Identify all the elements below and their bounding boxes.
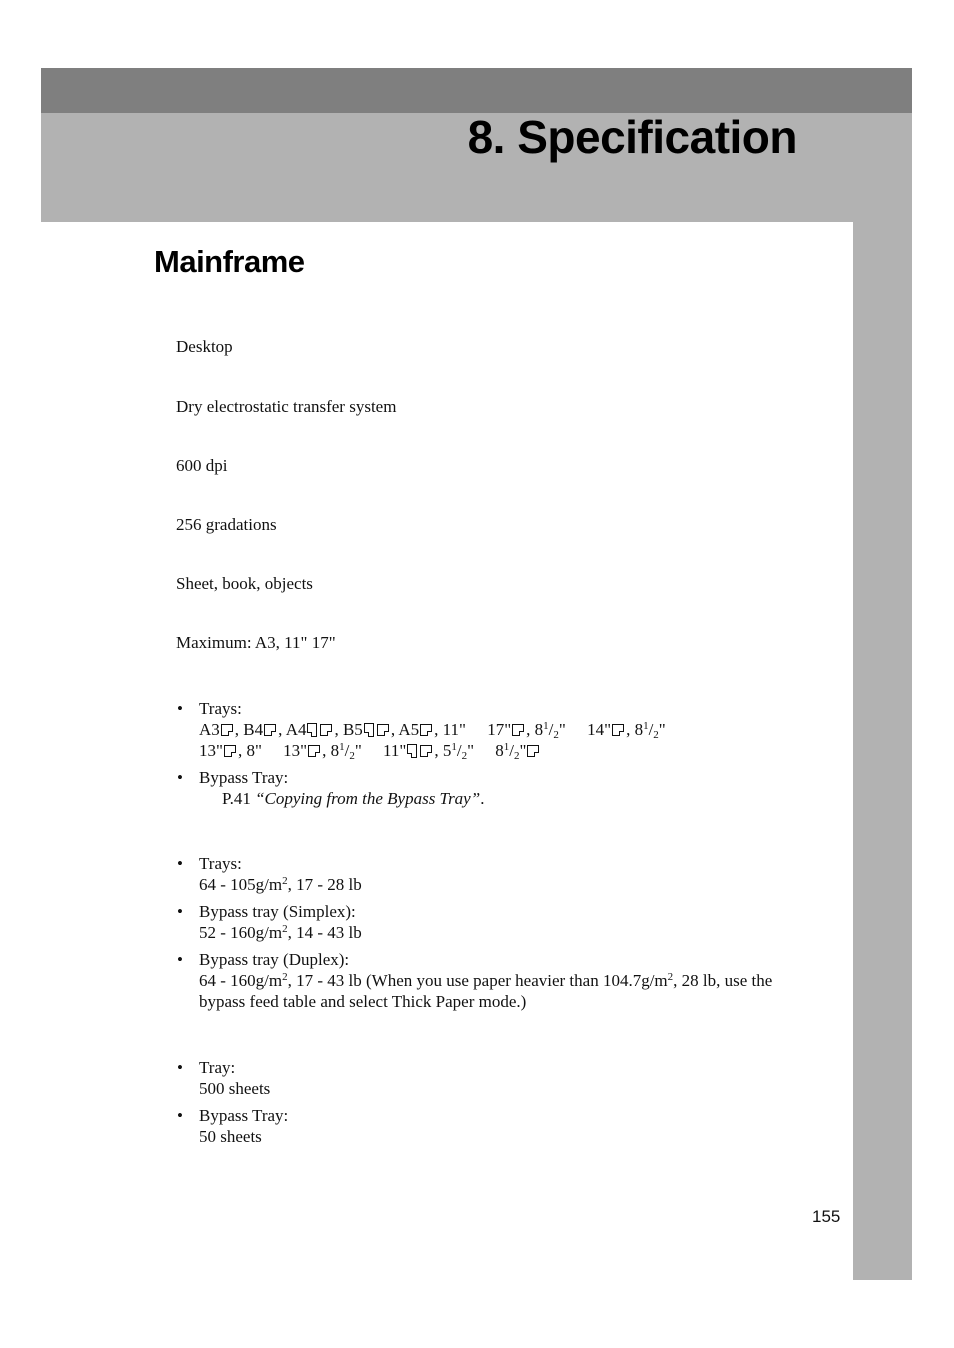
landscape-icon <box>377 724 389 736</box>
size-85x14-b: " <box>558 720 566 739</box>
size-11x17-a: 11" <box>442 720 466 739</box>
weight-text: 64 - 160g/m <box>199 971 283 990</box>
landscape-icon <box>527 745 539 757</box>
reference-period: . <box>480 789 485 808</box>
size-85x11-c: 11" <box>383 741 407 760</box>
fraction-numerator: 1 <box>503 741 510 753</box>
landscape-icon <box>224 745 236 757</box>
section-title: Mainframe <box>154 244 305 279</box>
trays-label: • Trays: <box>199 699 242 718</box>
size-a3: A3 <box>199 720 220 739</box>
page-number: 155 <box>812 1207 841 1226</box>
weight-text: 52 - 160g/m <box>199 923 283 942</box>
fraction-numerator: 1 <box>543 720 549 732</box>
size-85x11-a: 8 <box>330 741 340 760</box>
landscape-icon <box>612 724 624 736</box>
chapter-title: 8. Specification <box>467 111 797 163</box>
spec-original-size: Maximum: A3, 11" 17" <box>176 633 336 652</box>
weight-text: , 14 - 43 lb <box>287 923 362 942</box>
portrait-icon <box>364 723 374 737</box>
simplex-label: • Bypass tray (Simplex): <box>199 902 356 921</box>
reference-title: “Copying from the Bypass Tray” <box>255 789 481 808</box>
size-55x85-c: 8 <box>495 741 504 760</box>
size-b5: B5 <box>342 720 363 739</box>
fraction-denominator: 2 <box>553 729 559 741</box>
bypass-tray-label: • Bypass Tray: <box>199 768 289 787</box>
size-85x13-a: 8 <box>634 720 644 739</box>
superscript: 2 <box>667 971 674 983</box>
tray-label: • Tray: <box>199 1058 236 1077</box>
copy-paper-size-list <box>176 698 806 815</box>
fraction-numerator: 1 <box>451 741 457 753</box>
spec-resolution: 600 dpi <box>176 456 228 475</box>
size-85x13-c: 13" <box>199 741 223 760</box>
superscript: 2 <box>282 875 288 887</box>
duplex-weight-value <box>199 970 806 1012</box>
trays-sizes-line-1: A3 , B4 , A4 , B5 , A5 , 11" 17" , $8^1/_2$" 14" , $8^1/_2$" <box>199 720 666 741</box>
fraction-denominator: 2 <box>514 750 520 762</box>
portrait-icon <box>407 744 417 758</box>
size-85x14-c: 14" <box>587 720 612 739</box>
list-item <box>176 949 806 1012</box>
duplex-label: • Bypass tray (Duplex): <box>199 950 350 969</box>
fraction-denominator: 2 <box>349 750 355 762</box>
landscape-icon <box>512 724 524 736</box>
cross-reference[interactable] <box>199 788 806 809</box>
tray-capacity-value: 500 sheets <box>199 1079 271 1098</box>
spec-original-types: Sheet, book, objects <box>176 574 313 593</box>
list-item <box>176 1105 806 1147</box>
landscape-icon <box>221 724 233 736</box>
list-item <box>176 767 806 809</box>
fraction-numerator: 1 <box>339 741 345 753</box>
size-85x13-b: " <box>658 720 666 739</box>
fraction-denominator: 2 <box>461 750 468 762</box>
size-a4: A4 <box>285 720 307 739</box>
paper-capacity-list <box>176 1057 806 1153</box>
header-band-dark <box>41 68 912 113</box>
reference-page: P.41 <box>222 789 251 808</box>
superscript: 2 <box>282 923 288 935</box>
landscape-icon <box>308 745 320 757</box>
list-item <box>176 853 806 895</box>
landscape-icon <box>320 724 332 736</box>
size-85x14-a: 8 <box>534 720 544 739</box>
list-item <box>176 698 806 761</box>
landscape-icon <box>264 724 276 736</box>
trays-sizes-line-2: 13" , 8" 13" , $8^1/_2$" 11" , $5^1/_2$" $8^1/_2$" <box>199 740 806 761</box>
simplex-weight-value <box>199 922 806 943</box>
size-11x17-b: 17" <box>487 720 512 739</box>
trays-label: • Trays: <box>199 854 242 873</box>
fraction-numerator: 1 <box>643 720 649 732</box>
bypass-capacity-value: 50 sheets <box>199 1127 262 1146</box>
weight-text: 64 - 105g/m <box>199 875 283 894</box>
spec-copy-process: Dry electrostatic transfer system <box>176 397 397 416</box>
size-8x13-b: 13" <box>283 741 308 760</box>
trays-weight-value <box>199 874 806 895</box>
list-item <box>176 1057 806 1099</box>
margin-tab-bar <box>853 222 912 1280</box>
size-55x85-b: " <box>467 741 475 760</box>
size-55x85-d: " <box>519 741 527 760</box>
weight-text: , 17 - 28 lb <box>287 875 362 894</box>
size-a5: A5 <box>398 720 420 739</box>
weight-text: , 28 lb, use the bypass feed table and select Thick Paper mode.) <box>199 971 773 1011</box>
spec-halftone: 256 gradations <box>176 515 277 534</box>
spec-configuration: Desktop <box>176 337 233 356</box>
superscript: 2 <box>282 971 288 983</box>
size-55x85-a: 5 <box>442 741 452 760</box>
fraction-denominator: 2 <box>653 729 659 741</box>
size-b4: B4 <box>243 720 264 739</box>
weight-text: , 17 - 43 lb (When you use paper heavier than 104.7g/m <box>287 971 668 990</box>
paper-weight-list <box>176 853 806 1018</box>
portrait-icon <box>307 723 317 737</box>
bypass-tray-label: • Bypass Tray: <box>199 1106 289 1125</box>
size-8x13-a: 8" <box>246 741 262 760</box>
landscape-icon <box>420 745 432 757</box>
landscape-icon <box>420 724 432 736</box>
list-item <box>176 901 806 943</box>
size-85x11-b: " <box>354 741 362 760</box>
